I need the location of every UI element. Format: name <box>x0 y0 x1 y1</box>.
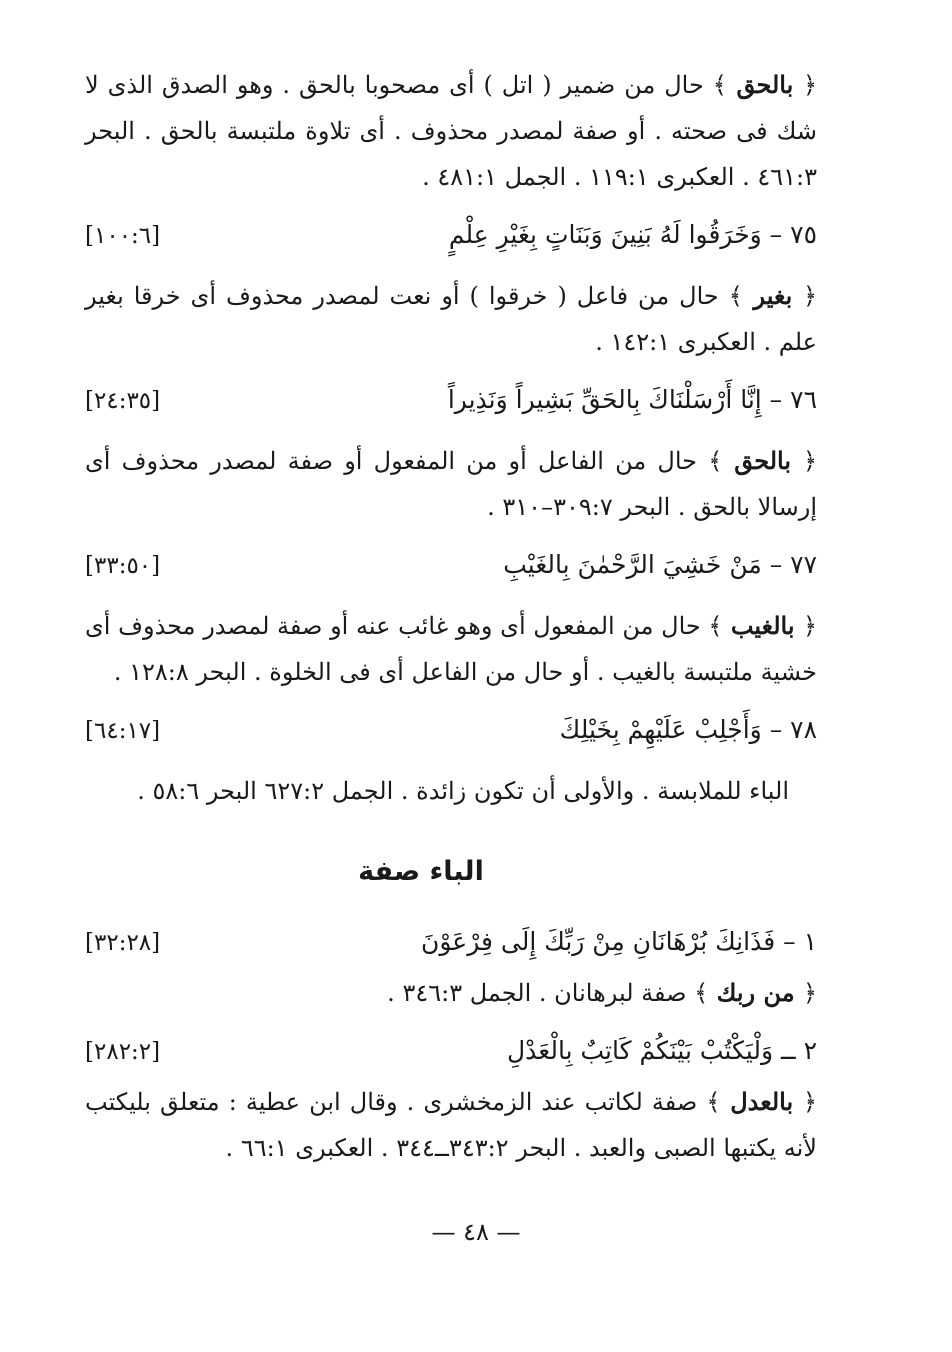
commentary-term <box>708 446 817 475</box>
page-number: — ٤٨ — <box>431 1218 521 1246</box>
commentary-term <box>713 70 817 99</box>
ornament-open: ﴿ <box>802 282 818 310</box>
ornament-close: ﴾ <box>728 282 743 310</box>
verse-text: ٧٦ – إِنَّا أَرْسَلْنَاكَ بِالحَقِّ بَشِيراً وَنَذِيراً <box>447 385 817 414</box>
verse-text: ٧٥ – وَخَرَقُوا لَهُ بَنِينَ وَبَنَاتٍ بِغَيْرِ عِلْمٍ <box>448 220 817 249</box>
verse-text: ٢ ــ وَلْيَكْتُبْ بَيْنَكُمْ كَاتِبٌ بِالْعَدْلِ <box>506 1036 817 1065</box>
verse-line <box>85 705 817 756</box>
page-body <box>85 62 817 1171</box>
ornament-close: ﴾ <box>708 612 723 640</box>
commentary-paragraph <box>85 768 817 814</box>
verse-line <box>85 917 817 968</box>
commentary-text: حال من المفعول أى وهو غائب عنه أو صفة لمصدر محذوف أى خشية ملتبسة بالغيب . أو حال من الفاعل أى فى الخلوة . البحر ١٢٨:٨ . <box>85 612 817 686</box>
ornament-close: ﴾ <box>694 979 709 1007</box>
commentary-term <box>708 611 817 640</box>
verse-text: ٧٨ – وَأَجْلِبْ عَلَيْهِمْ بِخَيْلِكَ <box>559 715 817 744</box>
commentary-paragraph <box>85 273 817 365</box>
verse-reference: [٢٤:٣٥] <box>85 388 161 414</box>
ornament-close: ﴾ <box>706 1088 721 1116</box>
commentary-paragraph <box>85 603 817 695</box>
term-label: بالعدل <box>730 1087 794 1116</box>
ornament-close: ﴾ <box>712 71 727 99</box>
commentary-paragraph <box>85 1079 817 1171</box>
commentary-text: الباء للملابسة . والأولى أن تكون زائدة . الجمل ٦٢٧:٢ البحر ٥٨:٦ . <box>137 777 789 805</box>
commentary-paragraph <box>85 438 817 530</box>
ornament-open: ﴿ <box>802 71 817 99</box>
verse-text: ١ – فَذَانِكَ بُرْهَانَانِ مِنْ رَبِّكَ إِلَى فِرْعَوْنَ <box>421 927 817 956</box>
term-label: بغير <box>753 281 793 310</box>
verse-reference: [٦٤:١٧] <box>85 718 161 744</box>
commentary-text: صفة لكاتب عند الزمخشرى . وقال ابن عطية : متعلق بليكتب لأنه يكتبها الصبى والعبد . البحر ٣٤٣:٢ــ٣٤٤ . العكبرى ٦٦:١ . <box>85 1088 817 1162</box>
term-label: من ربك <box>716 978 795 1007</box>
ornament-open: ﴿ <box>802 447 818 475</box>
commentary-paragraph <box>85 62 817 200</box>
verse-reference: [١٠٠:٦] <box>85 223 161 249</box>
ornament-open: ﴿ <box>802 612 817 640</box>
commentary-text: حال من ضمير ( اتل ) أى مصحوبا بالحق . وهو الصدق الذى لا شك فى صحته . أو صفة لمصدر محذوف . أى تلاوة ملتبسة بالحق . البحر ٤٦١:٣ . العكبرى ١١٩:١ . الجمل ٤٨١:١ . <box>85 71 817 191</box>
ornament-open: ﴿ <box>802 1088 818 1116</box>
commentary-text: حال من فاعل ( خرقوا ) أو نعت لمصدر محذوف أى خرقا بغير علم . العكبرى ١٤٢:١ . <box>85 282 817 356</box>
term-label: بالحق <box>736 70 794 99</box>
commentary-paragraph <box>85 970 817 1016</box>
verse-line <box>85 540 817 591</box>
verse-line <box>85 210 817 261</box>
verse-reference: [٣٢:٢٨] <box>85 930 161 956</box>
verse-text: ٧٧ – مَنْ خَشِيَ الرَّحْمٰنَ بِالغَيْبِ <box>503 550 817 579</box>
term-label: بالحق <box>734 446 792 475</box>
commentary-term <box>706 1087 817 1116</box>
ornament-close: ﴾ <box>708 447 723 475</box>
verse-reference: [٣٣:٥٠] <box>85 553 161 579</box>
commentary-text: حال من الفاعل أو من المفعول أو صفة لمصدر محذوف أى إرسالا بالحق . البحر ٣٠٩:٧–٣١٠ . <box>85 447 817 521</box>
section-heading: الباء صفة <box>358 856 484 887</box>
ornament-open: ﴿ <box>802 979 817 1007</box>
term-label: بالغيب <box>730 611 795 640</box>
commentary-term <box>729 281 817 310</box>
verse-line <box>85 1026 817 1077</box>
verse-reference: [٢٨٢:٢] <box>85 1039 161 1065</box>
verse-line <box>85 375 817 426</box>
commentary-term <box>694 978 817 1007</box>
commentary-text: صفة لبرهانان . الجمل ٣٤٦:٣ . <box>387 979 687 1007</box>
